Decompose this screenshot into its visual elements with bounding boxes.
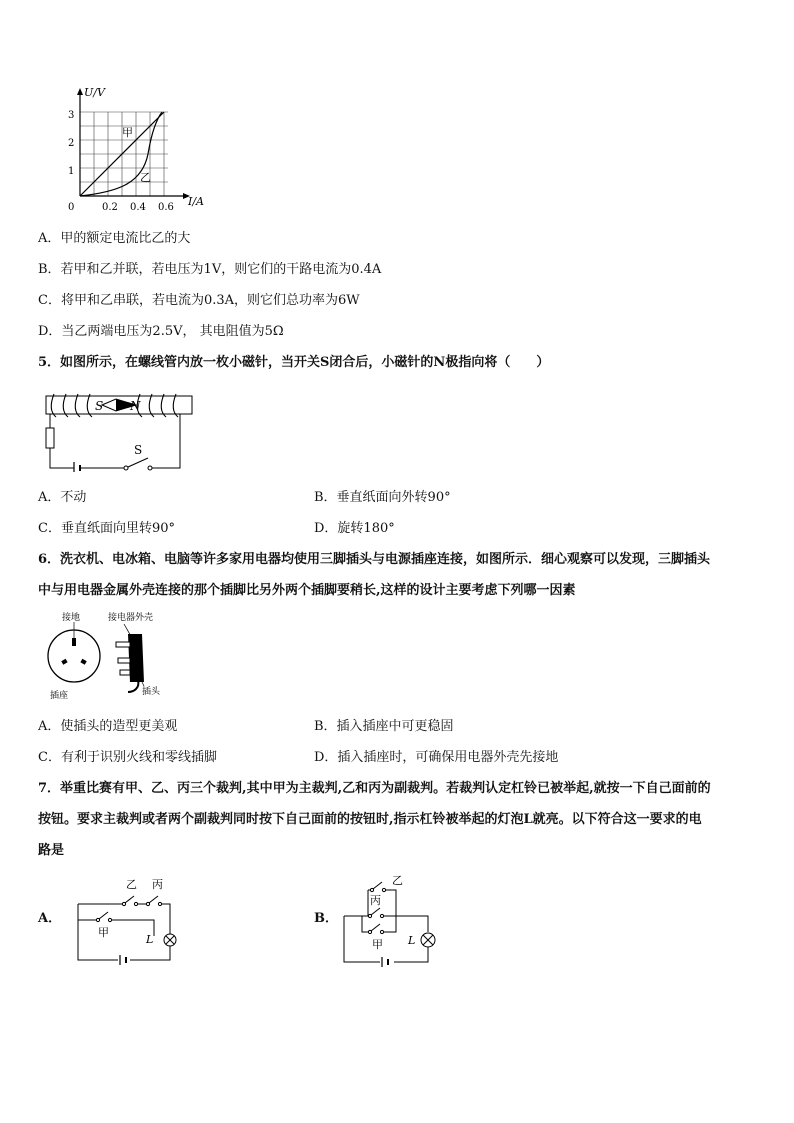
switch-yi-icon (125, 896, 134, 903)
q5-option-c: C．垂直纸面向里转90° (38, 521, 175, 536)
q4-option-c: C．将甲和乙串联，若电流为0.3A，则它们总功率为6W (38, 293, 360, 308)
q6-stem-line1: 6．洗衣机、电冰箱、电脑等许多家用电器均使用三脚插头与电源插座连接，如图所示．细心观察可以发现，三脚插头 (38, 552, 711, 567)
x-tick: 0.6 (158, 202, 174, 213)
y-tick: 3 (68, 110, 75, 121)
curve-jia-label: 甲 (122, 126, 133, 139)
label-yi: 乙 (126, 878, 137, 891)
q6-option-c: C．有利于识别火线和零线插脚 (38, 750, 217, 765)
q4-option-d: D．当乙两端电压为2.5V， 其电阻值为5Ω (38, 324, 284, 339)
q7-stem-line1: 7．举重比赛有甲、乙、丙三个裁判,其中甲为主裁判,乙和丙为副裁判。若裁判认定杠铃已被举起,就按一下自己面前的 (38, 781, 711, 796)
x-axis-label: I/A (188, 195, 204, 208)
switch-s-icon (128, 458, 148, 467)
label-lamp: L (146, 933, 154, 946)
plug-socket-figure (44, 608, 174, 700)
shell-label: 接电器外壳 (108, 613, 154, 623)
q7-option-b: B． (314, 911, 338, 926)
switch-bing-icon (149, 896, 158, 903)
q7-option-a: A． (38, 911, 62, 926)
y-axis-label: U/V (84, 86, 105, 99)
circuit-a-figure (74, 874, 186, 966)
switch-jia-icon (99, 912, 108, 919)
label-jia: 甲 (98, 926, 109, 939)
switch-s-label: S (134, 443, 143, 457)
origin-label: 0 (68, 202, 75, 213)
switch-yi-icon (373, 882, 382, 889)
solenoid-figure (40, 386, 200, 472)
y-tick: 2 (68, 138, 75, 149)
q5-stem: 5．如图所示，在螺线管内放一枚小磁针，当开关S闭合后，小磁针的N极指向将（ ） (38, 355, 550, 370)
q6-stem-line2: 中与用电器金属外壳连接的那个插脚比另外两个插脚要稍长,这样的设计主要考虑下列哪一因素 (38, 583, 576, 598)
q5-option-d: D．旋转180° (314, 521, 395, 536)
x-tick: 0.2 (102, 202, 118, 213)
q7-stem-line3: 路是 (38, 843, 65, 858)
needle-s-label: S (95, 399, 104, 413)
ground-label: 接地 (62, 613, 81, 623)
x-tick: 0.4 (130, 202, 146, 213)
label-jia: 甲 (372, 938, 383, 951)
ui-graph (62, 84, 212, 214)
plug-label: 插头 (142, 687, 161, 697)
q5-option-a: A．不动 (38, 490, 87, 505)
curve-yi-label: 乙 (140, 171, 151, 184)
label-bing: 丙 (152, 878, 163, 891)
q6-option-d: D．插入插座时，可确保用电器外壳先接地 (314, 750, 559, 765)
circuit-b-figure (340, 870, 452, 970)
socket-label: 插座 (50, 691, 69, 700)
q5-option-b: B．垂直纸面向外转90° (314, 490, 451, 505)
label-bing: 丙 (370, 894, 381, 907)
q6-option-b: B．插入插座中可更稳固 (314, 719, 454, 734)
q7-stem-line2: 按钮。要求主裁判或者两个副裁判同时按下自己面前的按钮时,指示杠铃被举起的灯泡L就亮。以下符合这一要求的电 (38, 812, 702, 827)
switch-jia-icon (371, 924, 380, 931)
q6-option-a: A．使插头的造型更美观 (38, 719, 178, 734)
switch-bing-icon (371, 908, 380, 915)
y-tick: 1 (68, 166, 75, 177)
label-lamp: L (408, 934, 416, 947)
q4-option-b: B．若甲和乙并联，若电压为1V，则它们的干路电流为0.4A (38, 262, 382, 277)
q4-option-a: A．甲的额定电流比乙的大 (38, 231, 191, 246)
needle-n-label: N (130, 399, 141, 413)
label-yi: 乙 (392, 874, 403, 887)
